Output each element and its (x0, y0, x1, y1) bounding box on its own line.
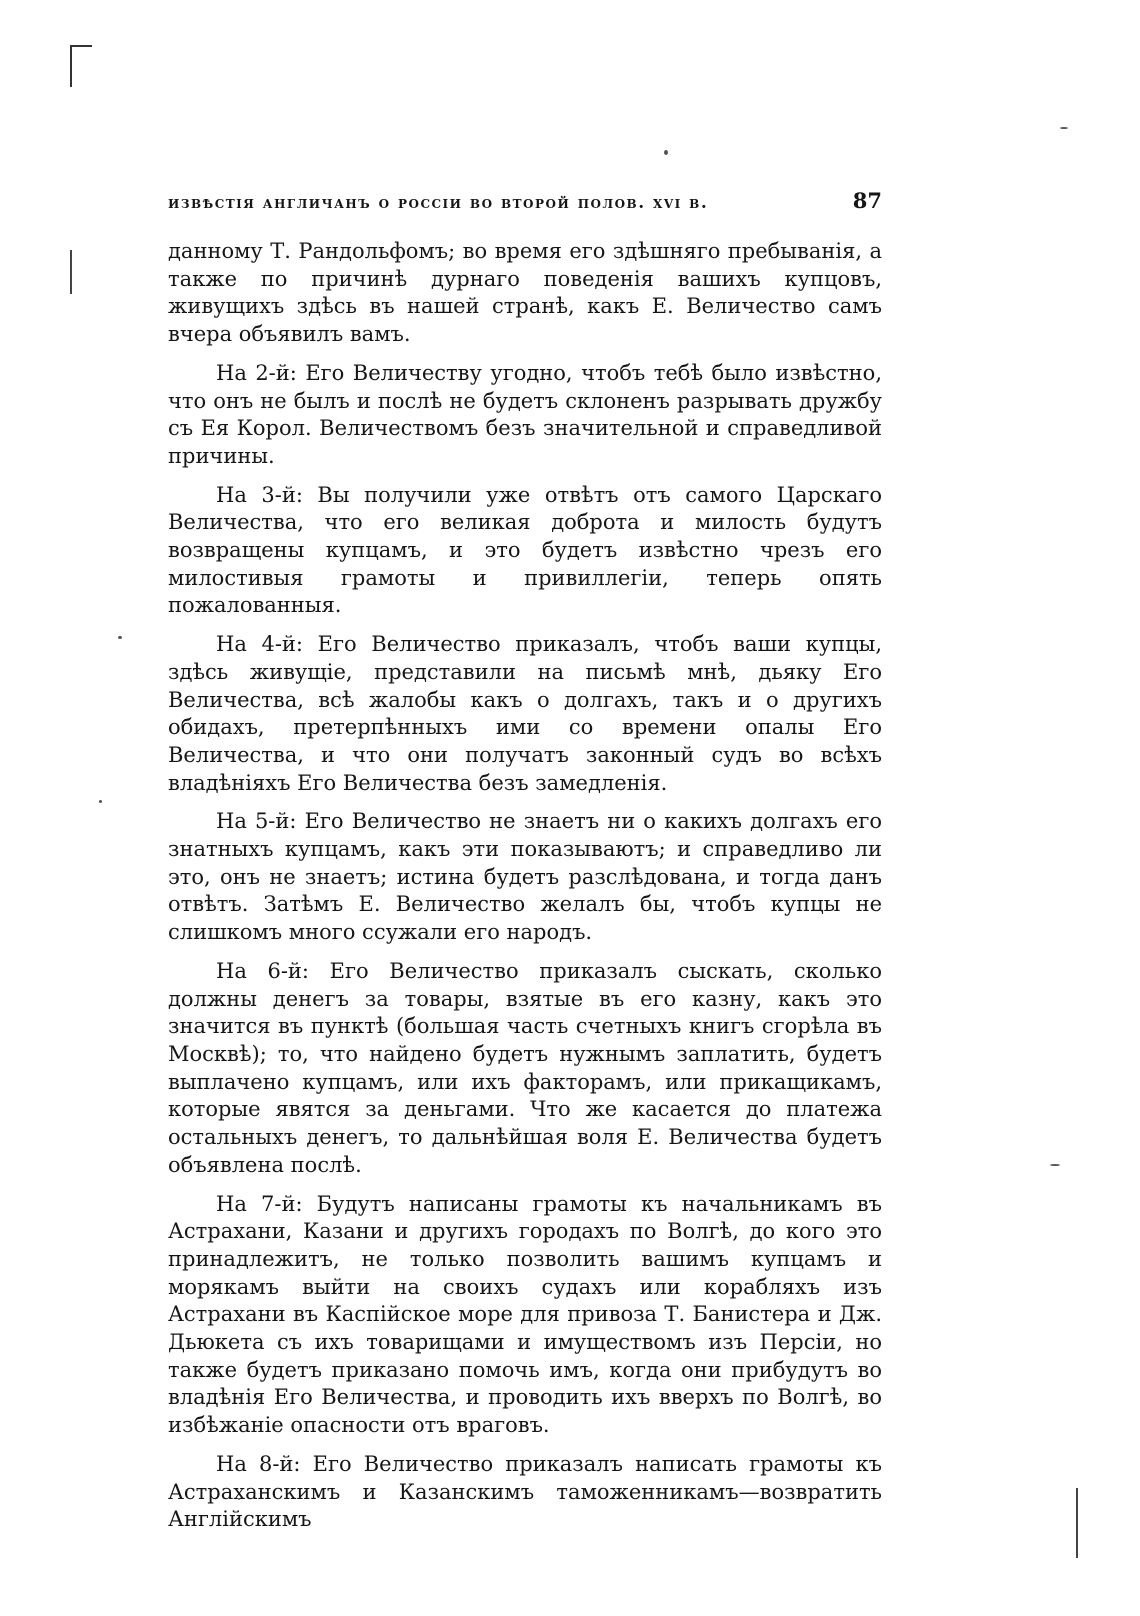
paragraph: На 3-й: Вы получили уже отвѣтъ отъ самого Царскаго Величества, что его великая доброта и милость будутъ возвращены купцамъ, и это будетъ извѣстно чрезъ его милостивыя грамоты и привиллегіи, теперь опять пожалованныя. (168, 482, 882, 618)
paragraph: На 5-й: Его Величество не знаетъ ни о какихъ долгахъ его знатныхъ купцамъ, какъ эти показываютъ; и справедливо ли это, онъ не знаетъ; истина будетъ разслѣдована, и тогда данъ отвѣтъ. Затѣмъ Е. Величество желалъ бы, чтобъ купцы не слишкомъ много ссужали его народъ. (168, 809, 882, 945)
paragraph-continuation: данному Т. Рандольфомъ; во время его здѣшняго пребыванія, а также по причинѣ дурнаго поведенія вашихъ купцовъ, живущихъ здѣсь въ нашей странѣ, какъ Е. Величество самъ вчера объявилъ вамъ. (168, 239, 882, 347)
scan-crop-mark (70, 45, 72, 87)
paragraph: На 7-й: Будутъ написаны грамоты къ начальникамъ въ Астрахани, Казани и другихъ городахъ по Волгѣ, до кого это принадлежитъ, не только позволить вашимъ купцамъ и морякамъ выйти на своихъ судахъ или корабляхъ изъ Астрахани въ Каспійское море для привоза Т. Банистера и Дж. Дьюкета съ ихъ товарищами и имуществомъ изъ Персіи, но также будетъ приказано помочь имъ, когда они прибудутъ во владѣнія Его Величества, и проводить ихъ вверхъ по Волгѣ, во избѣжаніе опасности отъ враговъ. (168, 1191, 882, 1438)
paragraph: На 4-й: Его Величество приказалъ, чтобъ ваши купцы, здѣсь живущіе, представили на письмѣ мнѣ, дьяку Его Величества, всѣ жалобы какъ о долгахъ, такъ и о другихъ обидахъ, претерпѣнныхъ ими со времени опалы Его Величества, и что они получатъ законный судъ во всѣхъ владѣніяхъ Его Величества безъ замедленія. (168, 632, 882, 795)
scan-speck (118, 636, 122, 639)
scan-edge-line (1076, 1488, 1078, 1558)
scan-speck (1060, 127, 1068, 129)
scan-crop-mark (70, 45, 92, 47)
paragraph: На 2-й: Его Величеству угодно, чтобъ тебѣ было извѣстно, что онъ не былъ и послѣ не будетъ склоненъ разрывать дружбу съ Ея Корол. Величествомъ безъ значительной и справедливой причины. (168, 360, 882, 468)
running-header (168, 188, 882, 218)
running-title: извѣстія англичанъ о россіи во второй полов. xvi в. (168, 193, 709, 213)
scan-edge-line (70, 250, 72, 294)
paragraph: На 6-й: Его Величество приказалъ сыскать, сколько должны денегъ за товары, взятые въ его казну, какъ это значится въ пунктѣ (большая часть счетныхъ книгъ сгорѣла въ Москвѣ); то, что найдено будетъ нужнымъ заплатить, будетъ выплачено купцамъ, или ихъ факторамъ, или прикащикамъ, которые явятся за деньгами. Что же касается до платежа остальныхъ денегъ, то дальнѣйшая воля Е. Величества будетъ объявлена послѣ. (168, 958, 882, 1177)
scan-speck (664, 150, 668, 155)
scan-speck (1050, 1164, 1060, 1166)
body-text (168, 238, 882, 1545)
page-number: 87 (852, 188, 882, 213)
paragraph: На 8-й: Его Величество приказалъ написать грамоты къ Астраханскимъ и Казанскимъ таможенникамъ—возвратить Англійскимъ (168, 1451, 882, 1532)
scan-speck (99, 800, 102, 803)
